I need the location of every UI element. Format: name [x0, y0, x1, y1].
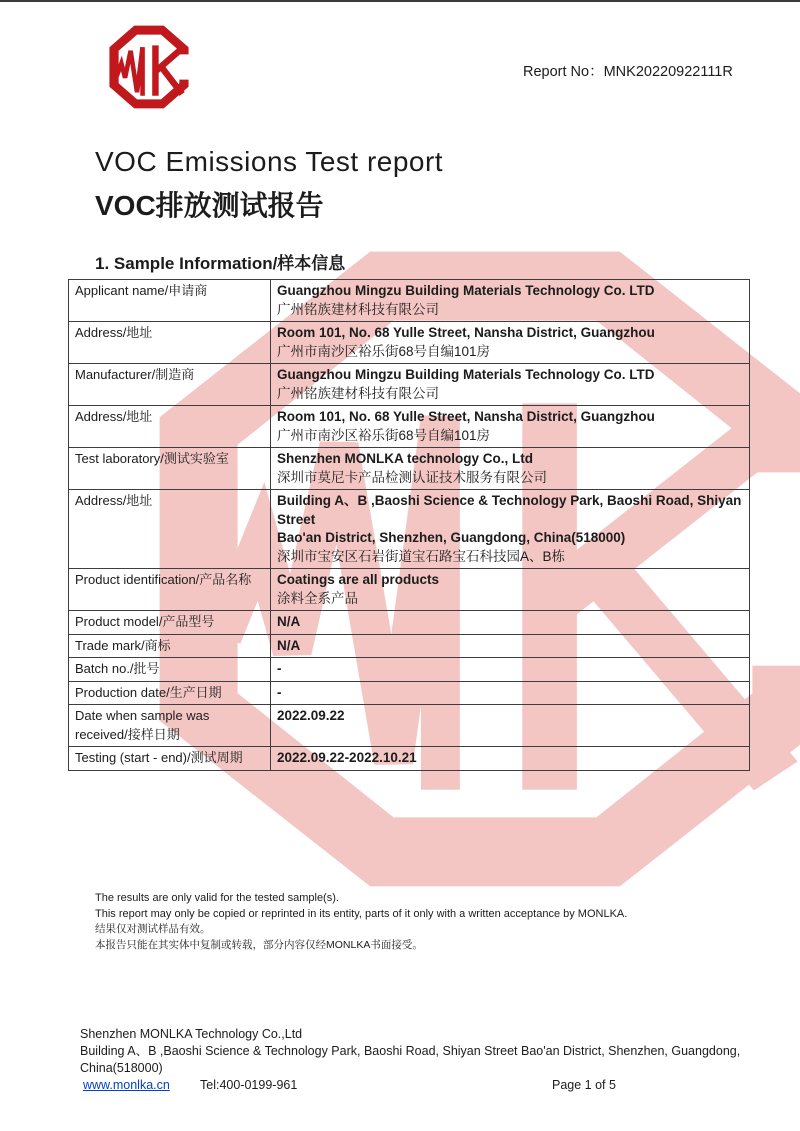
sample-info-table: [68, 279, 750, 771]
row-value-line: Shenzhen MONLKA technology Co., Ltd: [277, 451, 533, 466]
row-label: Testing (start - end)/测试周期: [69, 747, 271, 771]
row-value-line: 涂料全系产品: [277, 590, 358, 606]
report-number-label: Report No：: [523, 64, 604, 80]
footer-last-line: [80, 1077, 755, 1094]
row-value-line: 深圳市莫尼卡产品检测认证技术服务有限公司: [277, 469, 547, 485]
row-value-line: N/A: [277, 637, 301, 653]
table-row: [69, 406, 750, 448]
row-value-line: Bao'an District, Shenzhen, Guangdong, China(518000): [277, 530, 626, 545]
row-value: [271, 747, 750, 771]
table-row: [69, 658, 750, 682]
row-value: [271, 705, 750, 747]
row-value-line: 广州铭族建材科技有限公司: [277, 301, 439, 317]
footer-address-line1: Building A、B ,Baoshi Science & Technology Park, Baoshi Road, Shiyan Street Bao'an District, Shenzhen, Guangdong,: [80, 1044, 741, 1058]
disclaimer-line: 本报告只能在其实体中复制或转载，部分内容仅经MONLKA书面接受。: [95, 938, 423, 951]
row-value-line: -: [277, 684, 282, 700]
row-label: Product identification/产品名称: [69, 569, 271, 611]
report-number: [523, 60, 733, 81]
footer-address-line2: China(518000): [80, 1061, 163, 1075]
row-value-line: Room 101, No. 68 Yulle Street, Nansha District, Guangzhou: [277, 409, 655, 424]
row-value: [271, 681, 750, 705]
row-label: Product model/产品型号: [69, 611, 271, 635]
table-row: [69, 280, 750, 322]
row-label: Applicant name/申请商: [69, 280, 271, 322]
table-row: [69, 681, 750, 705]
row-value: [271, 634, 750, 658]
table-row: [69, 448, 750, 490]
row-value: [271, 569, 750, 611]
row-value-line: -: [277, 661, 282, 676]
row-label: Address/地址: [69, 406, 271, 448]
row-label: Batch no./批号: [69, 658, 271, 682]
page-title-cn: VOC排放测试报告: [95, 190, 324, 221]
row-value-line: N/A: [277, 614, 301, 629]
row-value-line: 广州铭族建材科技有限公司: [277, 385, 439, 401]
disclaimer: [95, 891, 627, 953]
row-label: Manufacturer/制造商: [69, 364, 271, 406]
table-row: [69, 569, 750, 611]
footer-tel: Tel:400-0199-961: [200, 1078, 298, 1092]
row-value: [271, 490, 750, 569]
row-value: [271, 364, 750, 406]
row-label: Address/地址: [69, 490, 271, 569]
table-row: [69, 634, 750, 658]
row-value: [271, 322, 750, 364]
row-value-line: Building A、B ,Baoshi Science & Technology Park, Baoshi Road, Shiyan Street: [277, 493, 742, 527]
section-heading: 1. Sample Information/样本信息: [95, 254, 346, 273]
table-row: [69, 705, 750, 747]
row-value-line: Room 101, No. 68 Yulle Street, Nansha District, Guangzhou: [277, 325, 655, 340]
mnk-octagon-logo: [103, 22, 195, 112]
disclaimer-line: This report may only be copied or reprinted in its entity, parts of it only with a written acceptance by MONLKA.: [95, 907, 628, 920]
row-label: Test laboratory/测试实验室: [69, 448, 271, 490]
row-value: [271, 448, 750, 490]
row-value: [271, 658, 750, 682]
report-number-value: MNK20220922111R: [603, 64, 733, 80]
table-row: [69, 611, 750, 635]
row-value-line: Guangzhou Mingzu Building Materials Technology Co. LTD: [277, 283, 655, 298]
table-row: [69, 747, 750, 771]
website-link[interactable]: www.monlka.cn: [83, 1078, 170, 1092]
row-value: [271, 611, 750, 635]
table-row: [69, 490, 750, 569]
row-value-line: 2022.09.22-2022.10.21: [277, 750, 417, 765]
row-value-line: 2022.09.22: [277, 708, 345, 723]
row-value-line: Guangzhou Mingzu Building Materials Technology Co. LTD: [277, 367, 655, 382]
row-value: [271, 406, 750, 448]
row-value-line: Coatings are all products: [277, 572, 440, 587]
page-number: Page 1 of 5: [552, 1078, 616, 1092]
row-value-line: 广州市南沙区裕乐街68号自编101房: [277, 343, 491, 359]
row-label: Date when sample was received/接样日期: [69, 705, 271, 747]
table-row: [69, 322, 750, 364]
footer-company: Shenzhen MONLKA Technology Co.,Ltd: [80, 1027, 303, 1041]
row-label: Address/地址: [69, 322, 271, 364]
row-value-line: 深圳市宝安区石岩街道宝石路宝石科技园A、B栋: [277, 548, 566, 564]
row-label: Trade mark/商标: [69, 634, 271, 658]
table-row: [69, 364, 750, 406]
disclaimer-line: The results are only valid for the tested sample(s).: [95, 892, 339, 904]
page-title-en: VOC Emissions Test report: [95, 146, 444, 177]
footer: [80, 1026, 755, 1094]
row-label: Production date/生产日期: [69, 681, 271, 705]
row-value: [271, 280, 750, 322]
disclaimer-line: 结果仅对测试样品有效。: [95, 923, 211, 935]
row-value-line: 广州市南沙区裕乐街68号自编101房: [277, 427, 491, 443]
